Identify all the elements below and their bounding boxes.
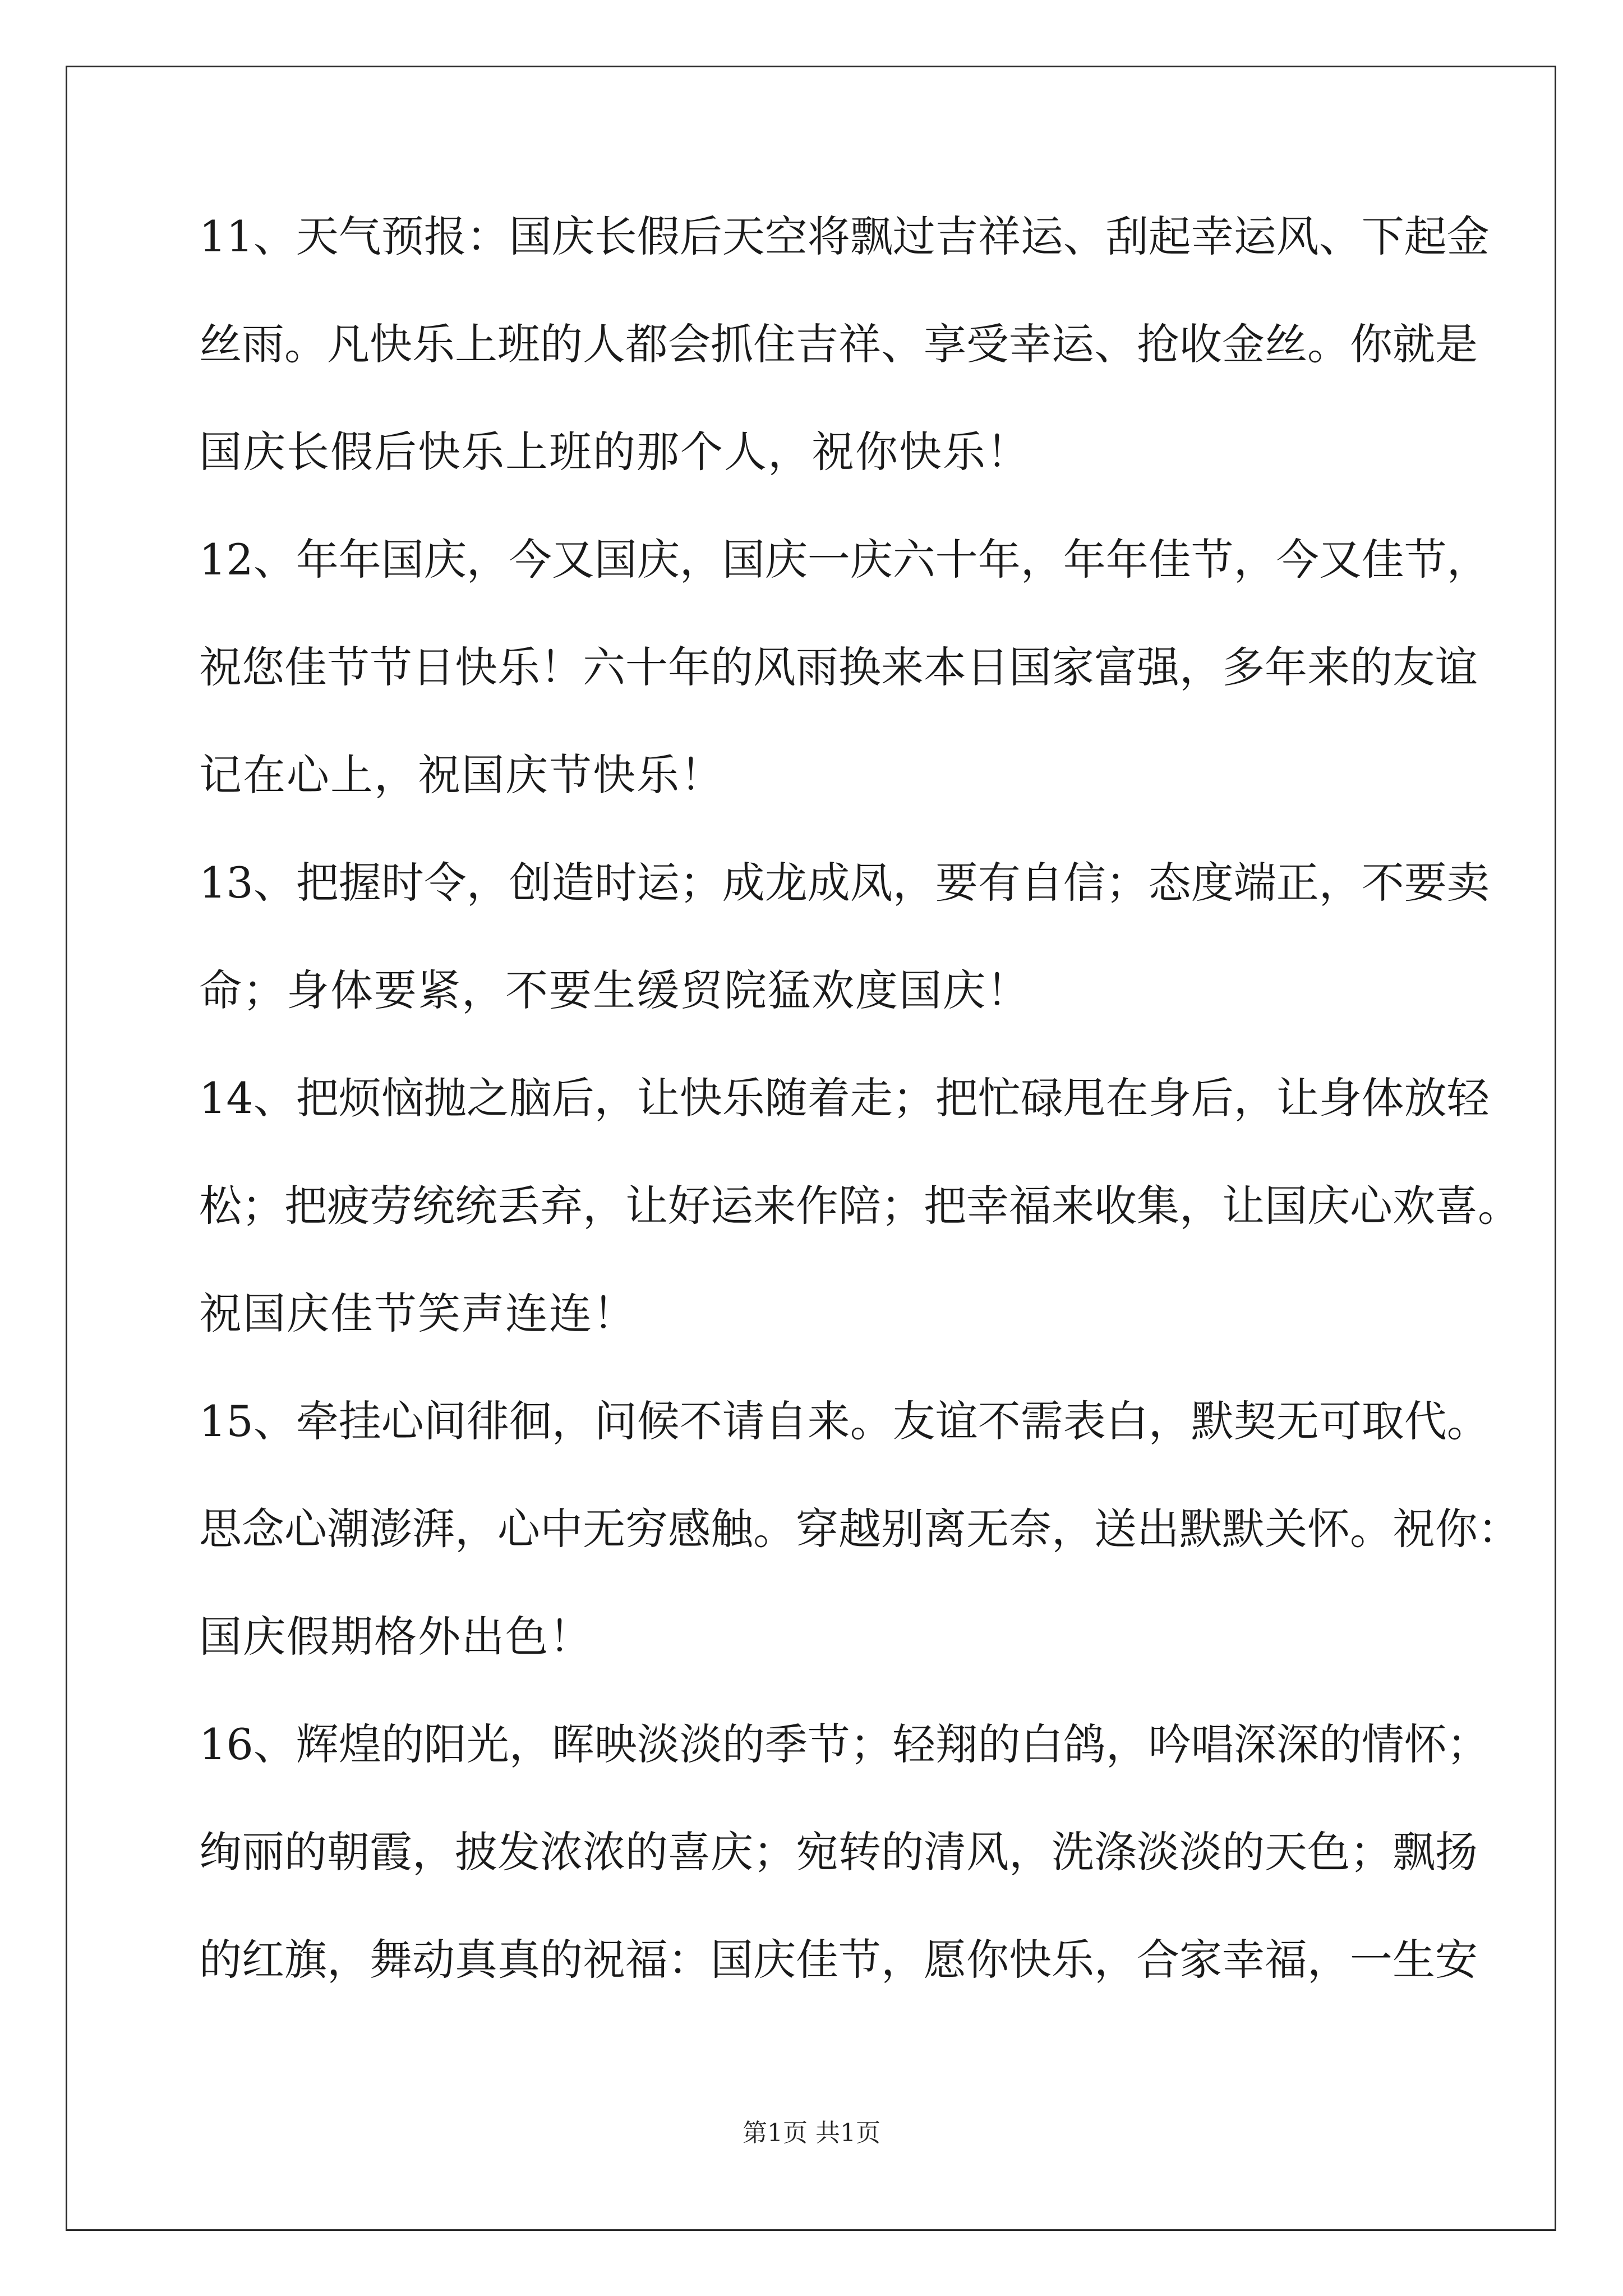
text-line: 11、天气预报：国庆长假后天空将飘过吉祥运、刮起幸运风、下起金: [199, 211, 1490, 261]
text-line: 16、辉煌的阳光，晖映淡淡的季节；轻翔的白鸽，吟唱深深的情怀；: [199, 1719, 1490, 1769]
text-line: 松；把疲劳统统丢弃，让好运来作陪；把幸福来收集，让国庆心欢喜。: [199, 1181, 1520, 1231]
text-line: 祝国庆佳节笑声连连！: [199, 1289, 637, 1338]
document-body: [199, 209, 1520, 2040]
text-line: 国庆长假后快乐上班的那个人，祝你快乐！: [199, 427, 1030, 477]
text-line: 14、把烦恼抛之脑后，让快乐随着走；把忙碌甩在身后，让身体放轻: [199, 1073, 1490, 1123]
text-line: 国庆假期格外出色！: [199, 1612, 593, 1662]
text-line: 记在心上，祝国庆节快乐！: [199, 750, 724, 800]
text-line: 祝您佳节节日快乐！六十年的风雨换来本日国家富强，多年来的友谊: [199, 642, 1478, 692]
text-line: 15、牵挂心间徘徊，问候不请自来。友谊不需表白，默契无可取代。: [199, 1396, 1490, 1446]
text-line: 丝雨。凡快乐上班的人都会抓住吉祥、享受幸运、抢收金丝。你就是: [199, 319, 1478, 369]
text-line: 思念心潮澎湃，心中无穷感触。穿越别离无奈，送出默默关怀。祝你：: [199, 1504, 1520, 1554]
page-footer: 第1页 共1页: [743, 2119, 880, 2147]
text-line: 绚丽的朝霞，披发浓浓的喜庆；宛转的清风，洗涤淡淡的天色；飘扬: [199, 1827, 1478, 1877]
text-line: 的红旗，舞动真真的祝福：国庆佳节，愿你快乐，合家幸福，一生安: [199, 1935, 1478, 1985]
text-line: 12、年年国庆，今又国庆，国庆一庆六十年，年年佳节，今又佳节，: [199, 535, 1490, 585]
text-line: 命；身体要紧，不要生缓贸院猛欢度国庆！: [199, 965, 1030, 1015]
text-line: 13、把握时令，创造时运；成龙成凤，要有自信；态度端正，不要卖: [199, 858, 1490, 908]
